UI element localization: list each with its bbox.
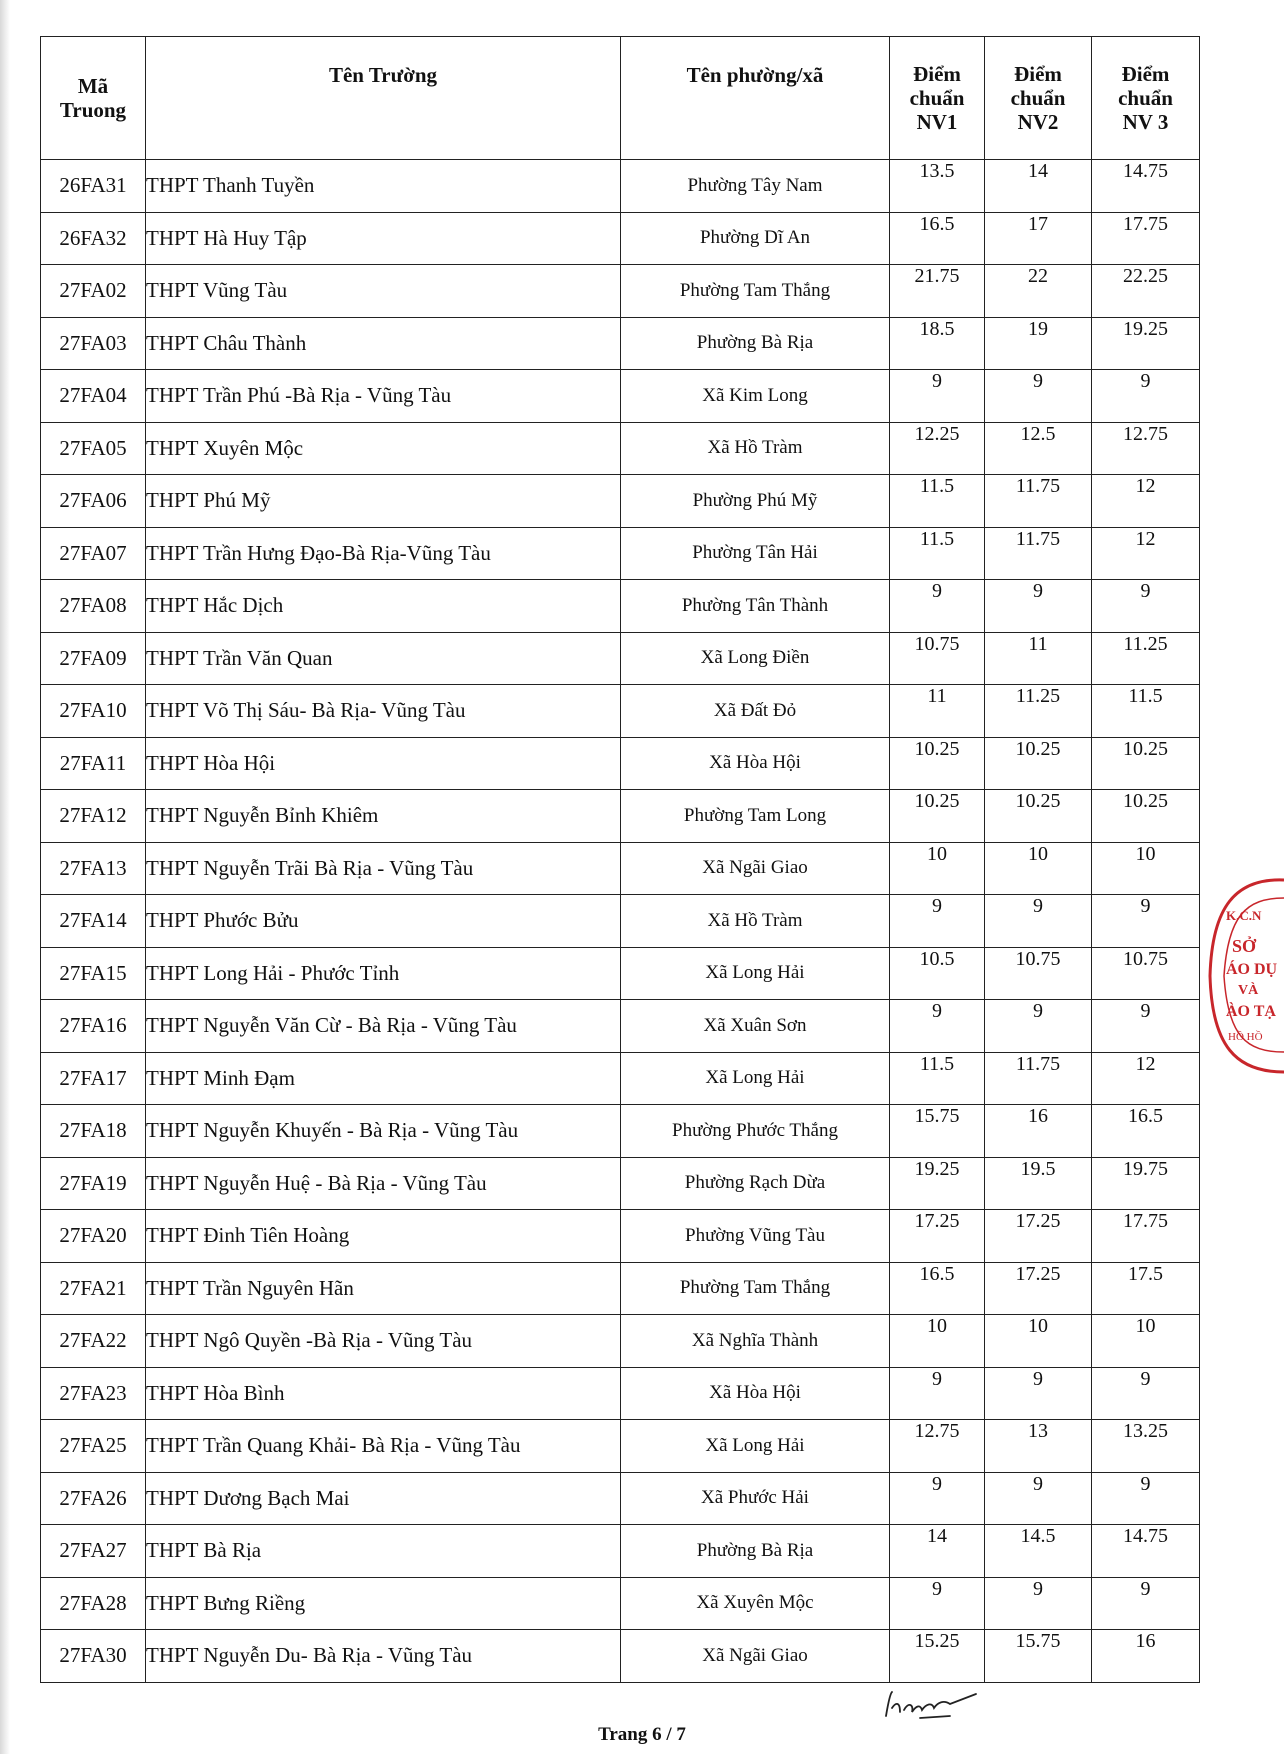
table-row: [41, 1367, 1200, 1420]
score-nv1-cell: 11.5: [890, 1052, 985, 1105]
ward-name-cell: Xã Xuyên Mộc: [621, 1577, 890, 1630]
score-nv2-cell: 10.25: [985, 790, 1092, 843]
table-row: [41, 265, 1200, 318]
school-code-cell: 27FA02: [41, 265, 146, 318]
score-nv3-cell: 17.75: [1092, 1210, 1200, 1263]
school-code-cell: 27FA16: [41, 1000, 146, 1053]
score-nv3-cell: 22.25: [1092, 265, 1200, 318]
header-nv3: [1092, 37, 1200, 160]
score-nv2-cell: 9: [985, 580, 1092, 633]
ward-name-cell: Phường Rạch Dừa: [621, 1157, 890, 1210]
school-name-cell: THPT Ngô Quyền -Bà Rịa - Vũng Tàu: [146, 1315, 621, 1368]
school-name-cell: THPT Phú Mỹ: [146, 475, 621, 528]
school-name-cell: THPT Thanh Tuyền: [146, 160, 621, 213]
score-nv2-cell: 11.75: [985, 475, 1092, 528]
score-nv1-cell: 9: [890, 1367, 985, 1420]
score-nv3-cell: 10.25: [1092, 737, 1200, 790]
score-nv3-cell: 17.75: [1092, 212, 1200, 265]
score-nv2-cell: 17: [985, 212, 1092, 265]
school-code-cell: 27FA25: [41, 1420, 146, 1473]
ward-name-cell: Phường Dĩ An: [621, 212, 890, 265]
school-name-cell: THPT Hòa Hội: [146, 737, 621, 790]
score-nv1-cell: 10: [890, 1315, 985, 1368]
score-nv2-cell: 16: [985, 1105, 1092, 1158]
score-nv2-cell: 12.5: [985, 422, 1092, 475]
school-name-cell: THPT Châu Thành: [146, 317, 621, 370]
score-nv1-cell: 9: [890, 895, 985, 948]
score-nv2-cell: 22: [985, 265, 1092, 318]
school-code-cell: 27FA18: [41, 1105, 146, 1158]
school-code-cell: 27FA15: [41, 947, 146, 1000]
score-nv1-cell: 9: [890, 580, 985, 633]
admission-score-table: [40, 36, 1200, 1683]
school-name-cell: THPT Hòa Bình: [146, 1367, 621, 1420]
table-row: [41, 632, 1200, 685]
header-nv1-text: Điểm chuẩn NV1: [909, 62, 965, 134]
score-nv3-cell: 12: [1092, 1052, 1200, 1105]
school-code-cell: 27FA14: [41, 895, 146, 948]
school-code-cell: 27FA11: [41, 737, 146, 790]
school-name-cell: THPT Dương Bạch Mai: [146, 1472, 621, 1525]
ward-name-cell: Xã Phước Hải: [621, 1472, 890, 1525]
school-name-cell: THPT Nguyễn Văn Cừ - Bà Rịa - Vũng Tàu: [146, 1000, 621, 1053]
stamp-line-1: K.C.N: [1226, 908, 1262, 923]
score-nv2-cell: 11.75: [985, 1052, 1092, 1105]
ward-name-cell: Xã Hòa Hội: [621, 737, 890, 790]
score-nv3-cell: 9: [1092, 895, 1200, 948]
school-code-cell: 27FA23: [41, 1367, 146, 1420]
score-nv2-cell: 9: [985, 370, 1092, 423]
score-nv1-cell: 16.5: [890, 1262, 985, 1315]
ward-name-cell: Xã Hồ Tràm: [621, 422, 890, 475]
score-nv1-cell: 18.5: [890, 317, 985, 370]
ward-name-cell: Xã Long Hải: [621, 1052, 890, 1105]
table-row: [41, 1315, 1200, 1368]
ward-name-cell: Xã Long Hải: [621, 947, 890, 1000]
table-row: [41, 212, 1200, 265]
header-nv2: [985, 37, 1092, 160]
score-nv1-cell: 10.25: [890, 790, 985, 843]
school-name-cell: THPT Hà Huy Tập: [146, 212, 621, 265]
score-nv3-cell: 17.5: [1092, 1262, 1200, 1315]
school-name-cell: THPT Trần Hưng Đạo-Bà Rịa-Vũng Tàu: [146, 527, 621, 580]
school-code-cell: 27FA09: [41, 632, 146, 685]
table-row: [41, 527, 1200, 580]
school-code-cell: 27FA10: [41, 685, 146, 738]
score-nv3-cell: 10: [1092, 842, 1200, 895]
ward-name-cell: Xã Đất Đỏ: [621, 685, 890, 738]
score-nv1-cell: 9: [890, 1577, 985, 1630]
school-name-cell: THPT Xuyên Mộc: [146, 422, 621, 475]
stamp-line-5: ÀO TẠ: [1226, 1003, 1276, 1020]
score-nv3-cell: 19.75: [1092, 1157, 1200, 1210]
school-name-cell: THPT Bưng Riềng: [146, 1577, 621, 1630]
school-code-cell: 27FA05: [41, 422, 146, 475]
score-nv3-cell: 11.25: [1092, 632, 1200, 685]
ward-name-cell: Phường Tân Thành: [621, 580, 890, 633]
score-nv3-cell: 12: [1092, 527, 1200, 580]
table-row: [41, 1630, 1200, 1683]
score-nv3-cell: 9: [1092, 580, 1200, 633]
ward-name-cell: Xã Long Hải: [621, 1420, 890, 1473]
score-nv3-cell: 13.25: [1092, 1420, 1200, 1473]
score-nv2-cell: 9: [985, 895, 1092, 948]
school-code-cell: 26FA31: [41, 160, 146, 213]
score-nv3-cell: 9: [1092, 1472, 1200, 1525]
score-nv1-cell: 11.5: [890, 527, 985, 580]
score-nv3-cell: 11.5: [1092, 685, 1200, 738]
table-row: [41, 947, 1200, 1000]
ward-name-cell: Xã Xuân Sơn: [621, 1000, 890, 1053]
table-row: [41, 842, 1200, 895]
school-code-cell: 27FA17: [41, 1052, 146, 1105]
score-nv2-cell: 9: [985, 1367, 1092, 1420]
school-code-cell: 27FA28: [41, 1577, 146, 1630]
handwritten-signature: [880, 1686, 990, 1722]
ward-name-cell: Phường Tam Long: [621, 790, 890, 843]
score-nv2-cell: 9: [985, 1577, 1092, 1630]
ward-name-cell: Phường Tân Hải: [621, 527, 890, 580]
ward-name-cell: Phường Phước Thắng: [621, 1105, 890, 1158]
table-row: [41, 422, 1200, 475]
school-name-cell: THPT Trần Nguyên Hãn: [146, 1262, 621, 1315]
table-row: [41, 1472, 1200, 1525]
school-name-cell: THPT Phước Bửu: [146, 895, 621, 948]
school-name-cell: THPT Trần Văn Quan: [146, 632, 621, 685]
score-nv2-cell: 10.25: [985, 737, 1092, 790]
score-nv2-cell: 15.75: [985, 1630, 1092, 1683]
score-nv2-cell: 19: [985, 317, 1092, 370]
score-nv2-cell: 9: [985, 1472, 1092, 1525]
score-nv2-cell: 11: [985, 632, 1092, 685]
table-row: [41, 1577, 1200, 1630]
header-nv3-text: Điểm chuẩn NV 3: [1118, 62, 1173, 134]
score-nv2-cell: 17.25: [985, 1210, 1092, 1263]
school-name-cell: THPT Nguyễn Trãi Bà Rịa - Vũng Tàu: [146, 842, 621, 895]
stamp-line-6: HỒ HỒ: [1228, 1031, 1263, 1043]
school-name-cell: THPT Trần Quang Khải- Bà Rịa - Vũng Tàu: [146, 1420, 621, 1473]
score-nv1-cell: 14: [890, 1525, 985, 1578]
score-nv1-cell: 16.5: [890, 212, 985, 265]
table-row: [41, 1210, 1200, 1263]
score-nv2-cell: 13: [985, 1420, 1092, 1473]
table-row: [41, 685, 1200, 738]
score-nv2-cell: 14: [985, 160, 1092, 213]
score-nv1-cell: 12.25: [890, 422, 985, 475]
header-nv2-text: Điểm chuẩn NV2: [1010, 62, 1066, 134]
ward-name-cell: Xã Hồ Tràm: [621, 895, 890, 948]
score-nv1-cell: 17.25: [890, 1210, 985, 1263]
table-row: [41, 317, 1200, 370]
score-nv1-cell: 15.25: [890, 1630, 985, 1683]
score-nv1-cell: 10.75: [890, 632, 985, 685]
header-code-text: Mã Truong: [59, 74, 127, 122]
table-row: [41, 790, 1200, 843]
score-nv2-cell: 11.25: [985, 685, 1092, 738]
score-nv2-cell: 9: [985, 1000, 1092, 1053]
school-name-cell: THPT Minh Đạm: [146, 1052, 621, 1105]
score-nv3-cell: 10: [1092, 1315, 1200, 1368]
score-nv2-cell: 10: [985, 1315, 1092, 1368]
score-nv1-cell: 9: [890, 1000, 985, 1053]
score-nv1-cell: 10: [890, 842, 985, 895]
school-code-cell: 27FA13: [41, 842, 146, 895]
ward-name-cell: Phường Bà Rịa: [621, 317, 890, 370]
school-code-cell: 27FA20: [41, 1210, 146, 1263]
school-code-cell: 27FA26: [41, 1472, 146, 1525]
stamp-line-4: VÀ: [1238, 983, 1259, 998]
score-nv3-cell: 14.75: [1092, 160, 1200, 213]
score-nv3-cell: 16.5: [1092, 1105, 1200, 1158]
table-row: [41, 160, 1200, 213]
table-row: [41, 370, 1200, 423]
score-nv1-cell: 9: [890, 370, 985, 423]
score-nv3-cell: 14.75: [1092, 1525, 1200, 1578]
school-code-cell: 27FA04: [41, 370, 146, 423]
score-nv3-cell: 16: [1092, 1630, 1200, 1683]
school-name-cell: THPT Long Hải - Phước Tỉnh: [146, 947, 621, 1000]
table-row: [41, 475, 1200, 528]
table-row: [41, 1000, 1200, 1053]
header-nv1: [890, 37, 985, 160]
score-nv3-cell: 12.75: [1092, 422, 1200, 475]
score-nv1-cell: 21.75: [890, 265, 985, 318]
school-code-cell: 27FA08: [41, 580, 146, 633]
score-nv1-cell: 13.5: [890, 160, 985, 213]
stamp-line-3: ÁO DỤ: [1226, 961, 1278, 978]
header-ward: [621, 37, 890, 160]
table-row: [41, 895, 1200, 948]
school-code-cell: 27FA27: [41, 1525, 146, 1578]
red-seal-stamp: [1206, 876, 1284, 1076]
header-code: [41, 37, 146, 160]
table-row: [41, 737, 1200, 790]
ward-name-cell: Phường Vũng Tàu: [621, 1210, 890, 1263]
score-nv3-cell: 10.75: [1092, 947, 1200, 1000]
score-nv2-cell: 17.25: [985, 1262, 1092, 1315]
school-code-cell: 27FA12: [41, 790, 146, 843]
score-nv3-cell: 9: [1092, 370, 1200, 423]
score-nv2-cell: 19.5: [985, 1157, 1092, 1210]
score-nv3-cell: 10.25: [1092, 790, 1200, 843]
score-nv3-cell: 9: [1092, 1000, 1200, 1053]
school-name-cell: THPT Trần Phú -Bà Rịa - Vũng Tàu: [146, 370, 621, 423]
school-code-cell: 27FA03: [41, 317, 146, 370]
school-name-cell: THPT Bà Rịa: [146, 1525, 621, 1578]
ward-name-cell: Xã Hòa Hội: [621, 1367, 890, 1420]
header-school: [146, 37, 621, 160]
table-row: [41, 580, 1200, 633]
ward-name-cell: Phường Tam Thắng: [621, 1262, 890, 1315]
school-name-cell: THPT Nguyễn Khuyến - Bà Rịa - Vũng Tàu: [146, 1105, 621, 1158]
ward-name-cell: Phường Phú Mỹ: [621, 475, 890, 528]
table-row: [41, 1157, 1200, 1210]
score-nv2-cell: 10: [985, 842, 1092, 895]
score-nv1-cell: 11: [890, 685, 985, 738]
table-header-row: [41, 37, 1200, 160]
school-name-cell: THPT Hắc Dịch: [146, 580, 621, 633]
score-nv1-cell: 10.5: [890, 947, 985, 1000]
signature-text: h.avn: [880, 1686, 883, 1687]
school-code-cell: 26FA32: [41, 212, 146, 265]
score-nv1-cell: 11.5: [890, 475, 985, 528]
ward-name-cell: Xã Nghĩa Thành: [621, 1315, 890, 1368]
score-nv1-cell: 9: [890, 1472, 985, 1525]
header-school-text: Tên Trường: [328, 63, 438, 87]
ward-name-cell: Phường Tam Thắng: [621, 265, 890, 318]
school-name-cell: THPT Nguyễn Huệ - Bà Rịa - Vũng Tàu: [146, 1157, 621, 1210]
school-code-cell: 27FA22: [41, 1315, 146, 1368]
school-code-cell: 27FA30: [41, 1630, 146, 1683]
school-name-cell: THPT Vũng Tàu: [146, 265, 621, 318]
score-nv1-cell: 12.75: [890, 1420, 985, 1473]
score-nv3-cell: 9: [1092, 1367, 1200, 1420]
table-row: [41, 1420, 1200, 1473]
table-row: [41, 1052, 1200, 1105]
score-nv2-cell: 11.75: [985, 527, 1092, 580]
table-body: [41, 160, 1200, 1683]
page-number: Trang 6 / 7: [598, 1724, 686, 1745]
ward-name-cell: Xã Ngãi Giao: [621, 1630, 890, 1683]
score-nv3-cell: 19.25: [1092, 317, 1200, 370]
score-nv3-cell: 12: [1092, 475, 1200, 528]
table-row: [41, 1525, 1200, 1578]
table-row: [41, 1105, 1200, 1158]
score-nv3-cell: 9: [1092, 1577, 1200, 1630]
page-edge-shadow: [0, 0, 10, 1754]
ward-name-cell: Phường Bà Rịa: [621, 1525, 890, 1578]
score-nv1-cell: 19.25: [890, 1157, 985, 1210]
school-name-cell: THPT Võ Thị Sáu- Bà Rịa- Vũng Tàu: [146, 685, 621, 738]
ward-name-cell: Xã Long Điền: [621, 632, 890, 685]
header-ward-text: Tên phường/xã: [686, 63, 824, 87]
ward-name-cell: Xã Kim Long: [621, 370, 890, 423]
ward-name-cell: Phường Tây Nam: [621, 160, 890, 213]
school-code-cell: 27FA07: [41, 527, 146, 580]
score-nv1-cell: 10.25: [890, 737, 985, 790]
ward-name-cell: Xã Ngãi Giao: [621, 842, 890, 895]
school-name-cell: THPT Nguyễn Du- Bà Rịa - Vũng Tàu: [146, 1630, 621, 1683]
score-nv2-cell: 14.5: [985, 1525, 1092, 1578]
stamp-line-2: SỞ: [1232, 936, 1257, 956]
score-nv1-cell: 15.75: [890, 1105, 985, 1158]
school-code-cell: 27FA06: [41, 475, 146, 528]
table-row: [41, 1262, 1200, 1315]
school-name-cell: THPT Nguyễn Bỉnh Khiêm: [146, 790, 621, 843]
school-name-cell: THPT Đinh Tiên Hoàng: [146, 1210, 621, 1263]
school-code-cell: 27FA19: [41, 1157, 146, 1210]
school-code-cell: 27FA21: [41, 1262, 146, 1315]
score-nv2-cell: 10.75: [985, 947, 1092, 1000]
